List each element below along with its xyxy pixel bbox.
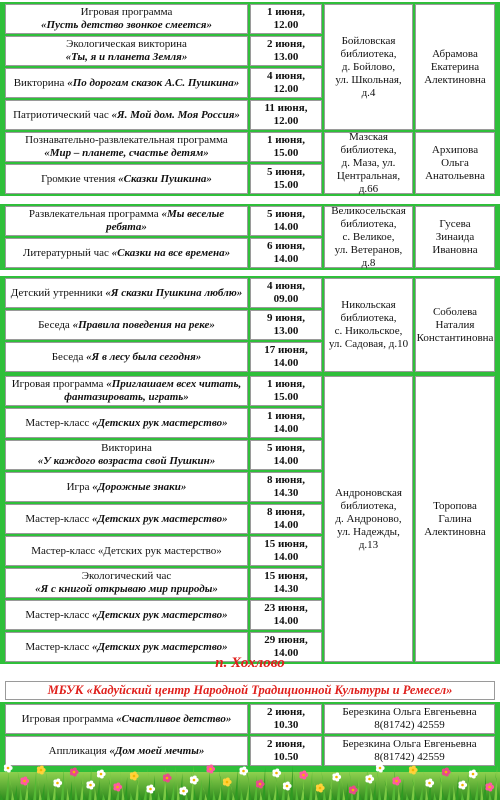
responsible-line: Алектиновна <box>424 525 486 538</box>
event-day: 8 июня, <box>266 474 306 486</box>
event-day: 5 июня, <box>266 208 306 220</box>
event-date <box>250 238 322 268</box>
event-date <box>250 504 322 534</box>
event-type: Игра <box>66 480 90 493</box>
library-line: д. Андроново, <box>335 512 402 525</box>
event-title <box>5 206 248 236</box>
responsible-line: Абрамова <box>432 47 478 60</box>
event-name: «Я в лесу была сегодня» <box>86 350 202 363</box>
event-day: 4 июня, <box>266 280 306 292</box>
event-type: Мастер-класс «Детских рук мастерство» <box>31 544 222 557</box>
responsible-line: Екатерина <box>430 60 480 73</box>
responsible-line: Соболева <box>432 305 478 318</box>
event-type: Беседа <box>51 350 84 363</box>
event-title <box>5 440 248 470</box>
event-time: 15.00 <box>273 391 299 403</box>
library-line: ул. Садовая, д.10 <box>328 338 409 350</box>
event-text <box>14 77 240 90</box>
event-text <box>25 417 227 430</box>
event-title <box>5 504 248 534</box>
event-name: «Я сказки Пушкина люблю» <box>105 286 243 299</box>
library-address <box>324 4 413 130</box>
event-time: 14.00 <box>273 253 299 265</box>
event-time: 10.30 <box>273 719 299 731</box>
event-name: «Мы веселые ребята» <box>106 208 225 233</box>
event-date <box>250 278 322 308</box>
event-day: 2 июня, <box>266 38 306 50</box>
grass-decoration <box>0 738 500 800</box>
event-text <box>38 319 215 332</box>
event-time: 13.00 <box>273 51 299 63</box>
library-line: с. Никольское, <box>334 325 403 337</box>
event-type: Экологический час <box>81 570 172 582</box>
event-date <box>250 68 322 98</box>
event-title <box>5 36 248 66</box>
town-heading: п. Хохлово <box>215 655 285 671</box>
responsible-person <box>415 278 495 372</box>
event-text <box>9 378 244 404</box>
event-day: 17 июня, <box>264 344 308 356</box>
event-title <box>5 600 248 630</box>
event-day: 15 июня, <box>264 570 308 582</box>
event-text <box>66 38 188 64</box>
event-day: 9 июня, <box>266 312 306 324</box>
library-address <box>324 206 413 268</box>
responsible-person <box>415 132 495 194</box>
event-name: «Я. Мой дом. Моя Россия» <box>111 108 240 121</box>
event-day: 5 июня, <box>266 166 306 178</box>
event-day: 1 июня, <box>266 134 306 146</box>
event-name: «Дом моей мечты» <box>109 744 205 757</box>
contact-person <box>324 704 495 734</box>
event-type: Развлекательная программа <box>28 208 159 220</box>
event-type: Викторина <box>101 442 152 454</box>
contact-phone: 8(81742) 42559 <box>374 719 445 731</box>
event-type: Экологическая викторина <box>66 38 187 50</box>
event-type: Игровая программа <box>11 378 104 390</box>
event-name: «Пусть детство звонкое смеется» <box>41 19 212 31</box>
event-time: 14.00 <box>273 615 299 627</box>
event-name: «Дорожные знаки» <box>92 480 187 493</box>
event-text <box>52 351 202 364</box>
event-time: 14.00 <box>273 455 299 467</box>
library-line: ул. Надежды, д.13 <box>337 525 400 551</box>
responsible-line: Зинаида <box>435 230 475 243</box>
event-type: Игровая программа <box>21 712 114 725</box>
event-title <box>5 100 248 130</box>
event-type: Мастер-класс <box>25 512 90 525</box>
library-line: библиотека, <box>340 312 397 324</box>
library-line: Никольская <box>341 299 396 311</box>
event-name: «Ты, я и планета Земля» <box>65 51 188 63</box>
event-day: 1 июня, <box>266 410 306 422</box>
responsible-line: Торопова <box>433 499 477 512</box>
library-line: Бойловская <box>341 34 396 47</box>
event-day: 29 июня, <box>264 634 308 646</box>
event-day: 4 июня, <box>266 70 306 82</box>
event-title <box>5 68 248 98</box>
event-text <box>25 134 228 160</box>
event-title <box>5 408 248 438</box>
event-text <box>9 208 244 234</box>
library-line: Андроновская <box>335 486 402 499</box>
event-date <box>250 100 322 130</box>
event-text <box>31 545 222 558</box>
event-time: 14.00 <box>273 423 299 435</box>
library-line: с. Великое, <box>342 230 395 243</box>
event-text <box>25 609 227 622</box>
library-line: д. Маза, ул. <box>341 156 396 169</box>
event-day: 1 июня, <box>266 378 306 390</box>
event-type: Беседа <box>38 318 70 331</box>
event-type: Аппликация <box>48 744 107 757</box>
event-time: 14.00 <box>273 551 299 563</box>
event-time: 14.00 <box>273 647 299 659</box>
contact-name: Березкина Ольга Евгеньевна <box>342 706 477 718</box>
library-line: Мазская <box>348 130 388 143</box>
event-time: 14.00 <box>273 357 299 369</box>
event-time: 14.00 <box>273 221 299 233</box>
event-type: Детский утренники <box>10 286 103 299</box>
event-date <box>250 440 322 470</box>
event-type: Литературный час <box>22 246 109 259</box>
event-name: «Сказки на все времена» <box>111 246 231 259</box>
event-title <box>5 164 248 194</box>
event-name: «Детских рук мастерство» <box>92 416 228 429</box>
event-time: 10.50 <box>273 751 299 763</box>
event-type: Мастер-класс <box>25 608 90 621</box>
event-day: 23 июня, <box>264 602 308 614</box>
event-text <box>41 173 212 186</box>
event-title <box>5 310 248 340</box>
event-name: «У каждого возраста свой Пушкин» <box>37 455 216 467</box>
library-line: ул. Школьная, д.4 <box>335 73 402 99</box>
responsible-line: Анатольевна <box>425 169 485 182</box>
event-date <box>250 600 322 630</box>
event-date <box>250 4 322 34</box>
library-line: библиотека, <box>340 499 397 512</box>
event-time: 12.00 <box>273 83 299 95</box>
event-title <box>5 472 248 502</box>
event-text <box>38 442 215 468</box>
library-line: ул. Ветеранов, д.8 <box>334 243 403 269</box>
event-name: «Детских рук мастерство» <box>92 608 228 621</box>
event-time: 09.00 <box>273 293 299 305</box>
event-text <box>41 6 212 32</box>
event-type: Громкие чтения <box>41 172 116 185</box>
responsible-line: Алектиновна <box>424 73 486 86</box>
event-time: 14.00 <box>273 519 299 531</box>
event-text <box>67 481 187 494</box>
event-time: 14.30 <box>273 487 299 499</box>
event-name: «Приглашаем всех читать, фантазировать, играть» <box>64 378 242 403</box>
event-date <box>250 132 322 162</box>
event-date <box>250 164 322 194</box>
event-date <box>250 206 322 236</box>
responsible-line: Ивановна <box>432 243 478 256</box>
event-time: 14.30 <box>273 583 299 595</box>
event-title <box>5 278 248 308</box>
event-type: Патриотический час <box>13 108 109 121</box>
organization-heading: МБУК «Кадуйский центр Народной Традиционной Культуры и Ремесел» <box>5 681 495 700</box>
event-text <box>13 109 240 122</box>
event-name: «Сказки Пушкина» <box>118 172 212 185</box>
event-day: 5 июня, <box>266 442 306 454</box>
responsible-person <box>415 206 495 268</box>
event-title <box>5 568 248 598</box>
event-type: Викторина <box>13 76 65 89</box>
event-type: Мастер-класс <box>25 640 90 653</box>
library-address <box>324 132 413 194</box>
event-text <box>23 247 230 260</box>
event-time: 15.00 <box>273 147 299 159</box>
event-name: «По дорогам сказок А.С. Пушкина» <box>67 76 240 89</box>
event-name: «Я с книгой открываю мир природы» <box>35 583 218 595</box>
event-date <box>250 568 322 598</box>
event-day: 2 июня, <box>266 706 306 718</box>
event-name: «Детских рук мастерство» <box>92 640 228 653</box>
event-date <box>250 342 322 372</box>
event-title <box>5 704 248 734</box>
responsible-person <box>415 4 495 130</box>
contact-phone: 8(81742) 42559 <box>374 751 445 763</box>
library-line: библиотека, <box>340 143 397 156</box>
event-text <box>25 513 227 526</box>
library-address <box>324 376 413 662</box>
event-title <box>5 376 248 406</box>
event-day: 8 июня, <box>266 506 306 518</box>
event-title <box>5 238 248 268</box>
event-date <box>250 376 322 406</box>
library-line: Центральная, д.66 <box>336 169 401 195</box>
event-day: 6 июня, <box>266 240 306 252</box>
event-type: Игровая программа <box>80 6 173 18</box>
event-day: 2 июня, <box>266 738 306 750</box>
responsible-line: Галина <box>438 512 472 525</box>
event-date <box>250 704 322 734</box>
event-name: «Правила поведения на реке» <box>72 318 215 331</box>
event-day: 1 июня, <box>266 6 306 18</box>
event-date <box>250 310 322 340</box>
event-date <box>250 536 322 566</box>
event-title <box>5 4 248 34</box>
event-time: 12.00 <box>273 115 299 127</box>
event-text <box>35 570 218 596</box>
event-type: Познавательно-развлекательная программа <box>25 134 228 146</box>
event-title <box>5 342 248 372</box>
responsible-line: Наталия <box>435 318 475 331</box>
responsible-line: Константиновна <box>416 331 494 344</box>
event-time: 12.00 <box>273 19 299 31</box>
responsible-person <box>415 376 495 662</box>
event-date <box>250 408 322 438</box>
event-title <box>5 132 248 162</box>
event-name: «Мир – планете, счастье детям» <box>44 147 209 159</box>
event-name: «Детских рук мастерство» <box>92 512 228 525</box>
event-title <box>5 536 248 566</box>
event-time: 13.00 <box>273 325 299 337</box>
library-line: библиотека, <box>340 217 397 230</box>
library-line: Великосельская <box>331 204 406 217</box>
event-text <box>11 287 243 300</box>
event-day: 15 июня, <box>264 538 308 550</box>
library-line: д. Бойлово, <box>341 60 396 73</box>
event-date <box>250 36 322 66</box>
contact-name: Березкина Ольга Евгеньевна <box>342 738 477 750</box>
event-name: «Счастливое детство» <box>116 712 232 725</box>
responsible-line: Гусева <box>439 217 471 230</box>
library-address <box>324 278 413 372</box>
library-line: библиотека, <box>340 47 397 60</box>
event-time: 15.00 <box>273 179 299 191</box>
event-type: Мастер-класс <box>25 416 90 429</box>
event-day: 11 июня, <box>264 102 308 114</box>
event-date <box>250 472 322 502</box>
responsible-line: Архипова Ольга <box>431 143 479 169</box>
